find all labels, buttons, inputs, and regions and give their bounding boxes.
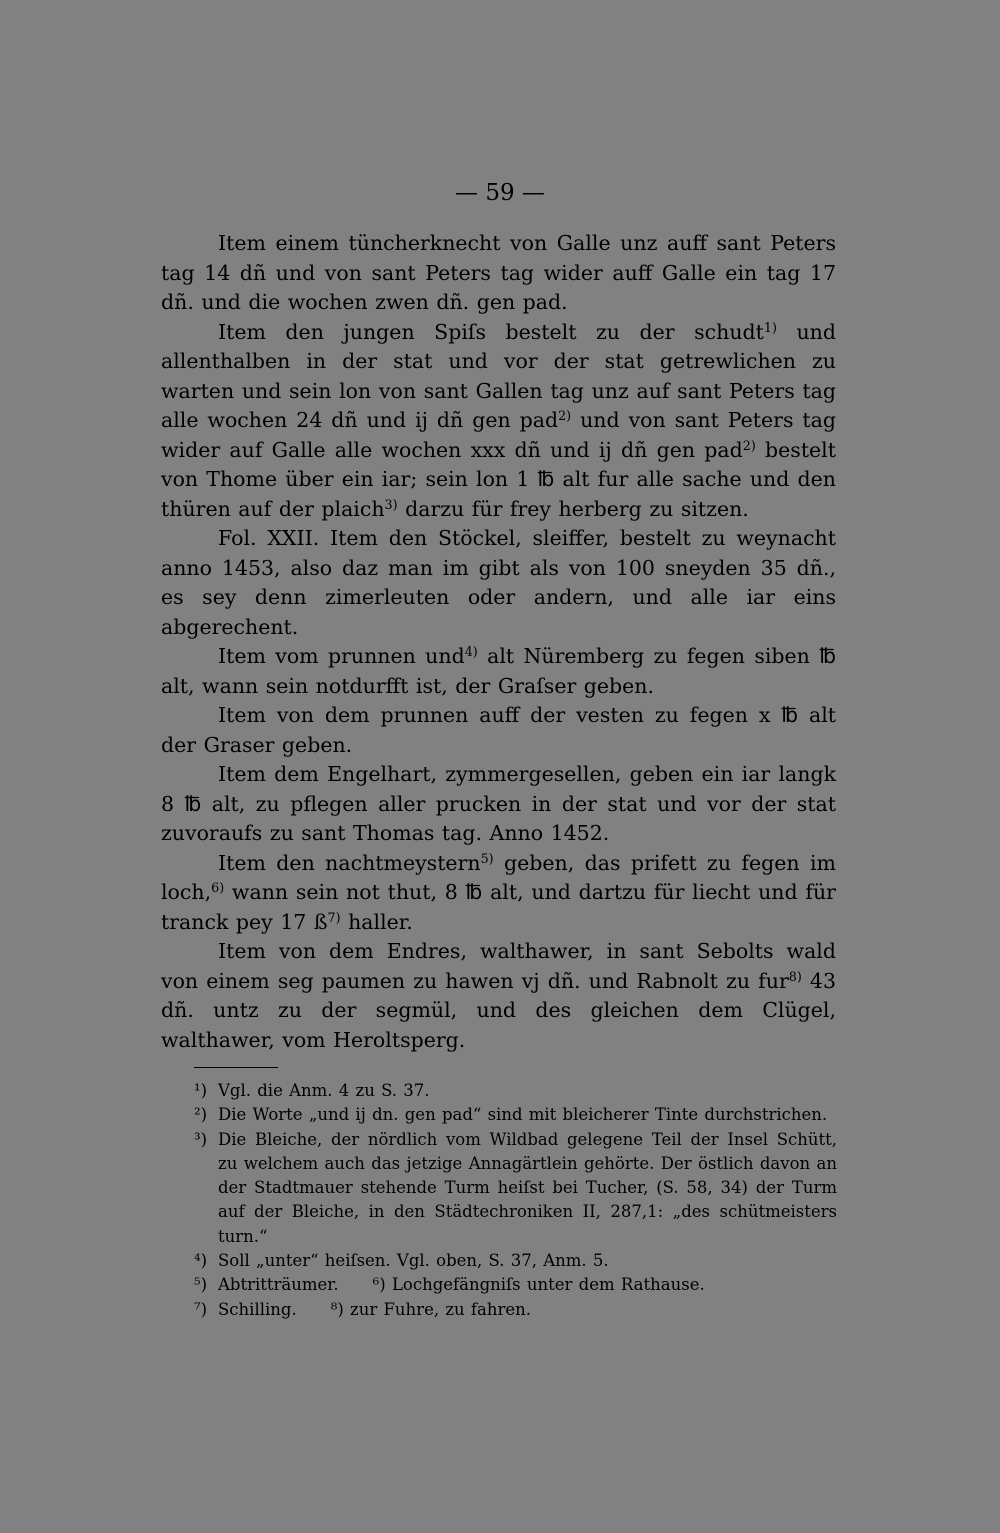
paragraph-text: bestelt von Thome über ein iar; sein lon 1 ℔ alt fur alle sache und den thüren auf der plaich	[161, 437, 836, 521]
main-text	[161, 229, 836, 1055]
paragraph	[161, 642, 836, 701]
footnote	[194, 1079, 837, 1103]
paragraph	[161, 318, 836, 525]
footnote-marker: ²)	[194, 1105, 208, 1125]
page-number: — 59 —	[455, 180, 545, 206]
footnote-body: zur Fuhre, zu fahren.	[350, 1299, 531, 1319]
footnote-text	[218, 1128, 837, 1249]
paragraph-text: alt Nüremberg zu fegen siben ℔ alt, wann sein notdurfft ist, der Graſser geben.	[161, 644, 836, 698]
footnote-body: Abtritträumer.	[218, 1275, 339, 1295]
paragraph-text: Item vom prunnen und	[218, 644, 465, 668]
footnote-marker: ⁵)	[194, 1275, 208, 1295]
footnote	[194, 1103, 837, 1127]
footnote	[194, 1128, 837, 1249]
footnote-marker: ⁷)	[194, 1299, 208, 1319]
footnote-marker: ⁸)	[330, 1299, 344, 1319]
paragraph-text: Item den nachtmeystern	[218, 850, 481, 875]
footnote-ref: 3)	[384, 496, 398, 512]
paragraph-text: haller.	[340, 909, 413, 934]
paragraph-text: Item von dem prunnen auff der vesten zu fegen x ℔ alt der Graser geben.	[161, 703, 836, 757]
footnote-body: Vgl. die Anm. 4 zu S. 37.	[218, 1081, 430, 1100]
footnote-body: Lochgefängniſs unter dem Rathause.	[391, 1275, 705, 1295]
footnote-ref: 6)	[211, 880, 225, 896]
paragraph-text: 43 dñ. untz zu der segmül, und des gleichen dem Clügel, walthawer, vom Heroltsperg.	[161, 968, 836, 1052]
footnote-marker: ¹)	[194, 1081, 208, 1100]
footnote	[194, 1273, 837, 1297]
footnote	[194, 1298, 837, 1322]
paragraph	[161, 524, 836, 642]
footnote-body: Soll „unter“ heiſsen. Vgl. oben, S. 37, Anm. 5.	[218, 1251, 609, 1271]
footnotes	[194, 1079, 837, 1322]
paragraph-text: und von sant Peters tag wider auf Galle alle wochen xxx dñ und ij dñ gen pad	[161, 408, 837, 462]
footnote-ref: 1)	[763, 319, 777, 335]
footnote-ref: 5)	[480, 850, 494, 866]
paragraph	[161, 760, 836, 849]
footnote-ref: 7)	[327, 909, 341, 925]
footnote-ref: 4)	[464, 644, 478, 660]
footnote-marker: ⁶)	[372, 1275, 386, 1295]
footnote	[194, 1249, 837, 1273]
footnote-text	[218, 1079, 837, 1103]
paragraph	[161, 701, 836, 760]
footnote-text	[218, 1249, 837, 1273]
paragraph-text: Item von dem Endres, walthawer, in sant Sebolts wald von einem seg paumen zu hawen vj dñ. und Rabnolt zu fur	[161, 939, 836, 993]
footnote-ref: 8)	[788, 968, 802, 984]
paragraph	[161, 937, 836, 1055]
paragraph-text: Item den jungen Spiſs bestelt zu der schudt	[218, 319, 764, 344]
footnote-body: Die Worte „und ij dn. gen pad“ sind mit bleicherer Tinte durchstrichen.	[218, 1105, 828, 1125]
paragraph-text: Fol. XXII. Item den Stöckel, sleiffer, bestelt zu weynacht anno 1453, also daz man im gibt als von 100 sneyden 35 dñ., es sey denn zimerleuten oder andern, und alle iar eins abgerechent.	[161, 526, 836, 639]
paragraph-text: darzu für frey herberg zu sitzen.	[397, 496, 749, 521]
paragraph	[161, 229, 836, 318]
paragraph-text: Item dem Engelhart, zymmergesellen, geben ein iar langk 8 ℔ alt, zu pflegen aller prucken in der stat und vor der stat zuvoraufs zu sant Thomas tag. Anno 1452.	[161, 762, 836, 845]
footnote-marker: ⁴)	[194, 1251, 208, 1271]
footnote-divider	[194, 1067, 278, 1068]
paragraph-text: und allenthalben in der stat und vor der stat getrewlichen zu warten und sein lon von sant Gallen tag unz auf sant Peters tag alle wochen 24 dñ und ij dñ gen pad	[161, 319, 836, 432]
footnote-text	[218, 1273, 837, 1297]
footnote-body: Schilling.	[218, 1299, 297, 1319]
paragraph-text: Item einem tüncherknecht von Galle unz auff sant Peters tag 14 dñ und von sant Peters tag wider auff Galle ein tag 17 dñ. und die wochen zwen dñ. gen pad.	[161, 231, 836, 314]
paragraph-text: geben, das prifett zu fegen im loch,	[161, 850, 836, 904]
paragraph-text: wann sein not thut, 8 ℔ alt, und dartzu für liecht und für tranck pey 17 ß	[161, 880, 836, 934]
footnote-text	[218, 1298, 837, 1322]
footnote-ref: 2)	[558, 408, 572, 424]
footnote-marker: ³)	[194, 1129, 208, 1149]
paragraph	[161, 849, 836, 938]
footnote-body: Die Bleiche, der nördlich vom Wildbad gelegene Teil der Insel Schütt, zu welchem auch das jetzige Annagärtlein gehörte. Der östlich davon an der Stadtmauer stehende Turm heiſst bei Tucher, (S. 58, 34) der Turm auf der Bleiche, in den Städtechroniken II, 287,1: „des schütmeisters turn.“	[218, 1129, 837, 1246]
footnote-text	[218, 1103, 837, 1127]
footnote-ref: 2)	[742, 437, 756, 453]
